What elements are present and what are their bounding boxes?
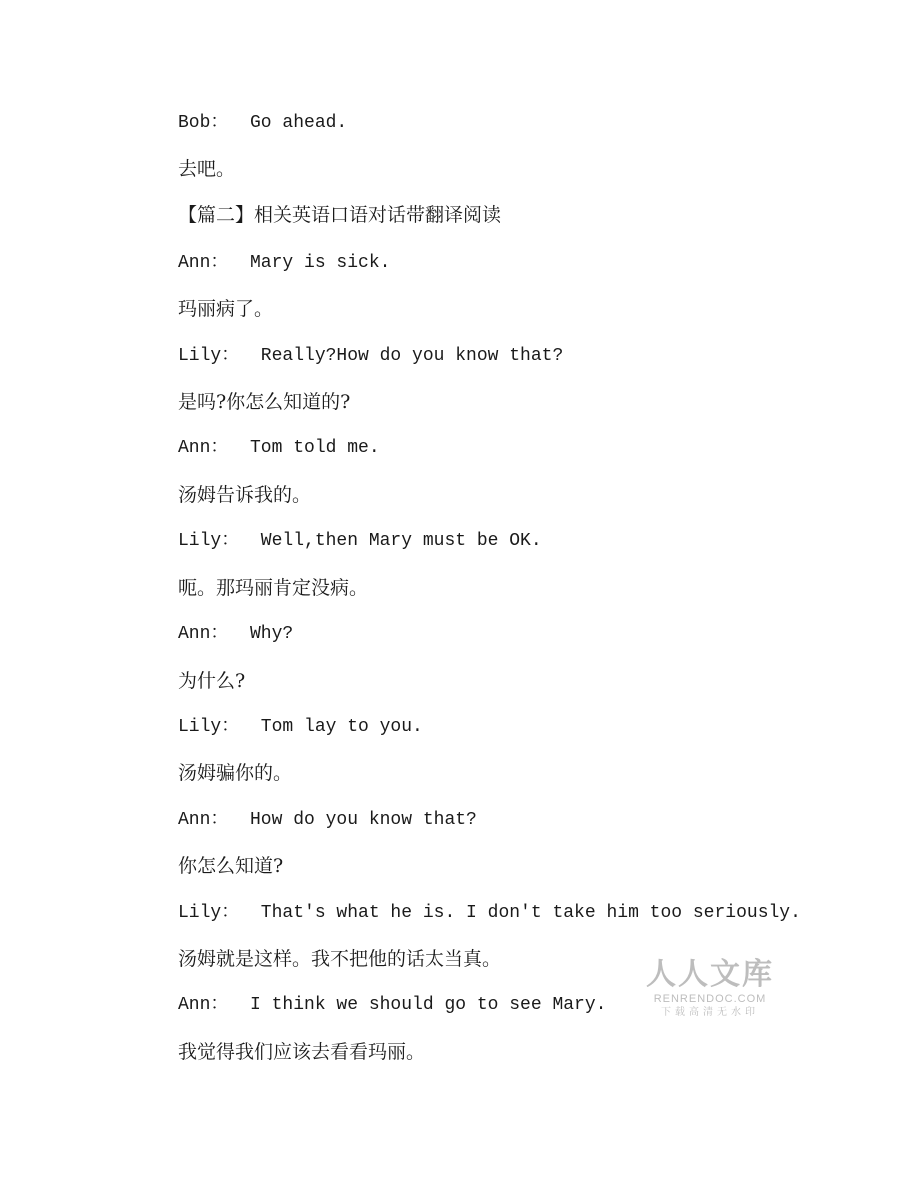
translation-line: 汤姆骗你的。 <box>178 762 293 784</box>
translation-line: 是吗?你怎么知道的? <box>178 391 351 413</box>
translation-line: 我觉得我们应该去看看玛丽。 <box>178 1041 426 1063</box>
translation-line: 汤姆就是这样。我不把他的话太当真。 <box>178 948 502 970</box>
translation-line: 你怎么知道? <box>178 855 284 877</box>
dialogue-line: Lily： Tom lay to you. <box>178 717 423 737</box>
dialogue-line: Ann： How do you know that? <box>178 810 477 830</box>
translation-line: 为什么? <box>178 670 246 692</box>
watermark-logo <box>646 958 774 1020</box>
watermark-domain: RENRENDOC.COM <box>653 993 767 1005</box>
translation-line: 汤姆告诉我的。 <box>178 484 312 506</box>
dialogue-line: Ann： I think we should go to see Mary. <box>178 995 607 1015</box>
translation-line: 呃。那玛丽肯定没病。 <box>178 577 369 599</box>
dialogue-line: Lily： Really?How do you know that? <box>178 346 564 366</box>
dialogue-line: Lily： That's what he is. I don't take him too seriously. <box>178 903 801 923</box>
section-heading: 【篇二】相关英语口语对话带翻译阅读 <box>178 204 502 226</box>
watermark-title: 人人文库 <box>646 957 774 992</box>
dialogue-line: Lily： Well,then Mary must be OK. <box>178 531 542 551</box>
dialogue-line: Ann： Tom told me. <box>178 438 380 458</box>
dialogue-line-bob-go-ahead: Bob： Go ahead. <box>178 113 348 133</box>
dialogue-line: Ann： Mary is sick. <box>178 253 391 273</box>
dialogue-line: Ann： Why? <box>178 624 294 644</box>
translation-line: 去吧。 <box>178 158 236 180</box>
translation-line: 玛丽病了。 <box>178 298 274 320</box>
watermark-subtitle: 下载高清无水印 <box>661 1007 759 1018</box>
